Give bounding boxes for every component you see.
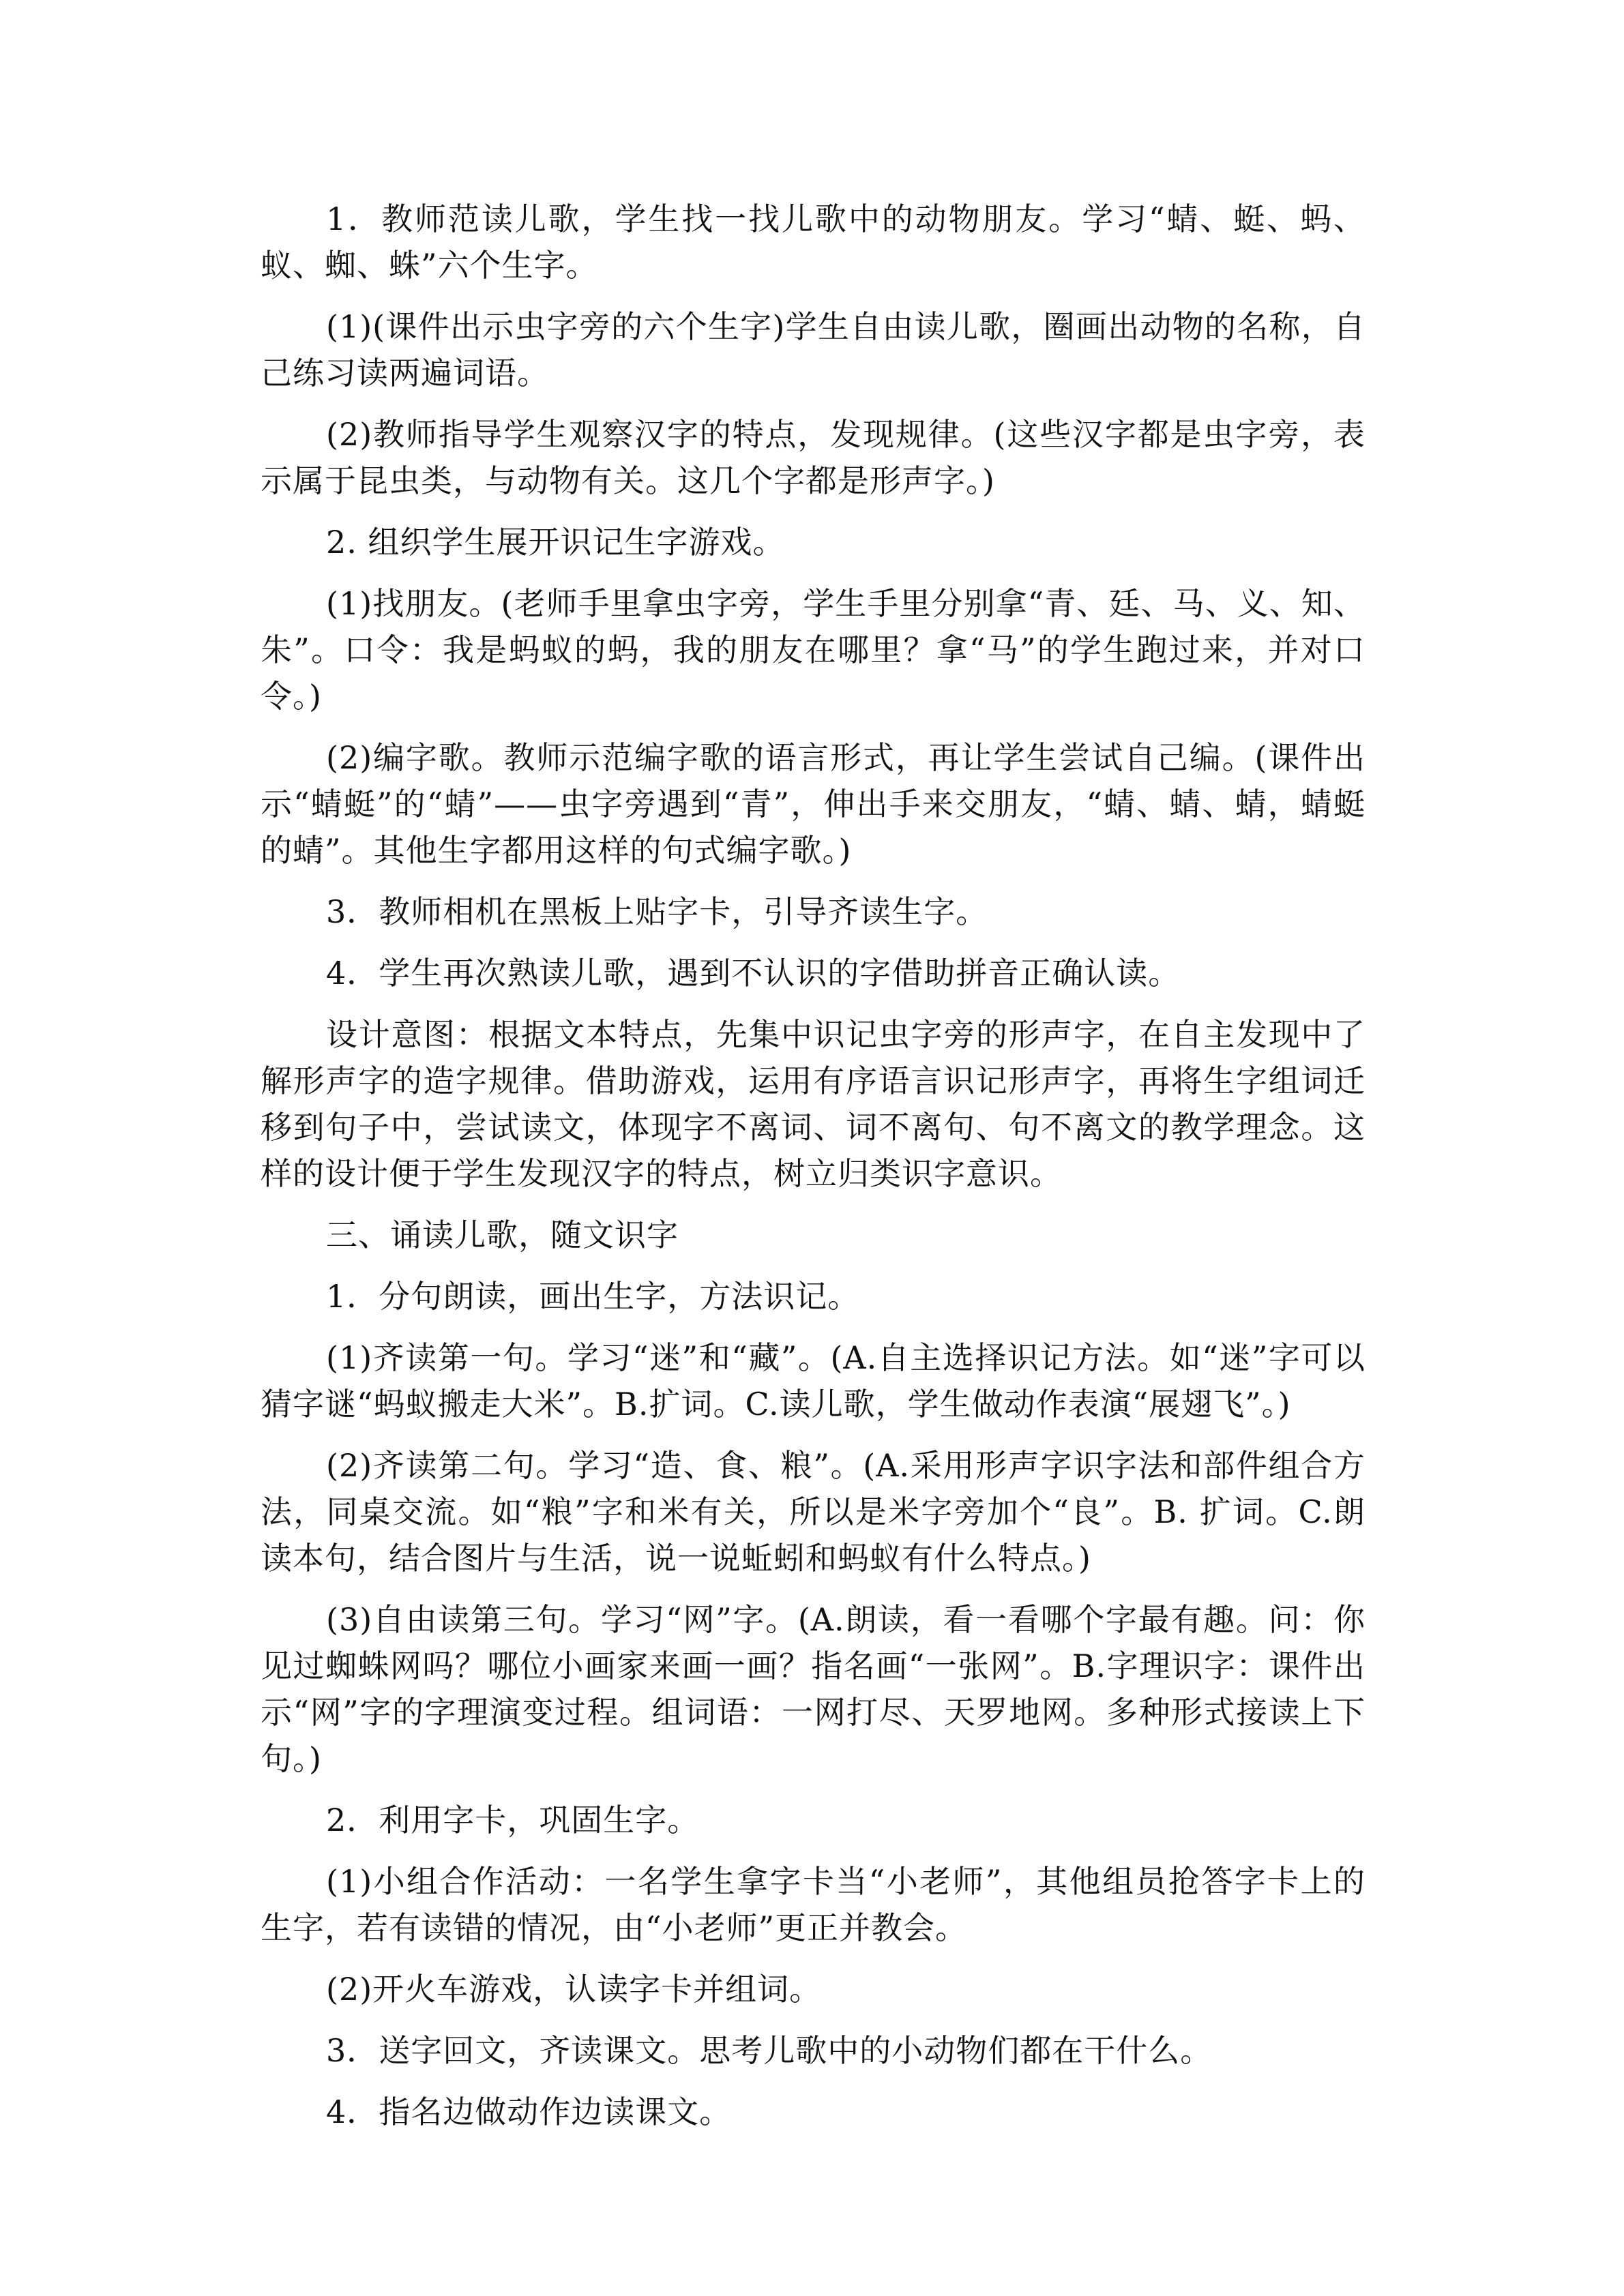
paragraph-16: (1)小组合作活动：一名学生拿字卡当“小老师”，其他组员抢答字卡上的生字，若有读错的情况，由“小老师”更正并教会。 <box>261 1863 1365 1946</box>
paragraph-17: (2)开火车游戏，认读字卡并组词。 <box>326 1971 822 2008</box>
paragraph-12: (1)齐读第一句。学习“迷”和“藏”。(A.自主选择识记方法。如“迷”字可以猜字谜“蚂蚁搬走大米”。B.扩词。C.读儿歌，学生做动作表演“展翅飞”。) <box>261 1339 1365 1422</box>
paragraph-8: 4．学生再次熟读儿歌，遇到不认识的字借助拼音正确认读。 <box>326 955 1181 992</box>
paragraph-3: (2)教师指导学生观察汉字的特点，发现规律。(这些汉字都是虫字旁，表示属于昆虫类，与动物有关。这几个字都是形声字。) <box>261 416 1365 499</box>
paragraph-7: 3．教师相机在黑板上贴字卡，引导齐读生字。 <box>326 893 988 930</box>
paragraph-5: (1)找朋友。(老师手里拿虫字旁，学生手里分别拿“青、廷、马、义、知、朱”。口令：我是蚂蚁的蚂，我的朋友在哪里？拿“马”的学生跑过来，并对口令。) <box>261 585 1365 715</box>
paragraph-4: 2. 组织学生展开识记生字游戏。 <box>326 524 785 561</box>
paragraph-2: (1)(课件出示虫字旁的六个生字)学生自由读儿歌，圈画出动物的名称，自己练习读两遍词语。 <box>261 308 1365 391</box>
paragraph-6: (2)编字歌。教师示范编字歌的语言形式，再让学生尝试自己编。(课件出示“蜻蜓”的“蜻”——虫字旁遇到“青”，伸出手来交朋友，“蜻、蜻、蜻，蜻蜓的蜻”。其他生字都用这样的句式编字歌。) <box>261 739 1365 869</box>
document-body <box>261 196 1365 2150</box>
section-heading: 三、诵读儿歌，随文识字 <box>326 1217 679 1253</box>
paragraph-1: 1．教师范读儿歌，学生找一找儿歌中的动物朋友。学习“蜻、蜓、蚂、蚁、蜘、蛛”六个生字。 <box>261 200 1365 284</box>
paragraph-13: (2)齐读第二句。学习“造、食、粮”。(A.采用形声字识字法和部件组合方法，同桌交流。如“粮”字和米有关，所以是米字旁加个“良”。B. 扩词。C.朗读本句，结合图片与生活，说一说蚯蚓和蚂蚁有什么特点。) <box>261 1447 1365 1577</box>
paragraph-14: (3)自由读第三句。学习“网”字。(A.朗读，看一看哪个字最有趣。问：你见过蜘蛛网吗？哪位小画家来画一画？指名画“一张网”。B.字理识字：课件出示“网”字的字理演变过程。组词语：一网打尽、天罗地网。多种形式接读上下句。) <box>261 1601 1365 1777</box>
paragraph-19: 4．指名边做动作边读课文。 <box>326 2093 732 2130</box>
paragraph-11: 1．分句朗读，画出生字，方法识记。 <box>326 1278 860 1315</box>
paragraph-18: 3．送字回文，齐读课文。思考儿歌中的小动物们都在干什么。 <box>326 2032 1213 2069</box>
design-intent-paragraph: 设计意图：根据文本特点，先集中识记虫字旁的形声字，在自主发现中了解形声字的造字规律。借助游戏，运用有序语言识记形声字，再将生字组词迁移到句子中，尝试读文，体现字不离词、词不离句、句不离文的教学理念。这样的设计便于学生发现汉字的特点，树立归类识字意识。 <box>261 1016 1365 1192</box>
paragraph-15: 2．利用字卡，巩固生字。 <box>326 1802 700 1838</box>
